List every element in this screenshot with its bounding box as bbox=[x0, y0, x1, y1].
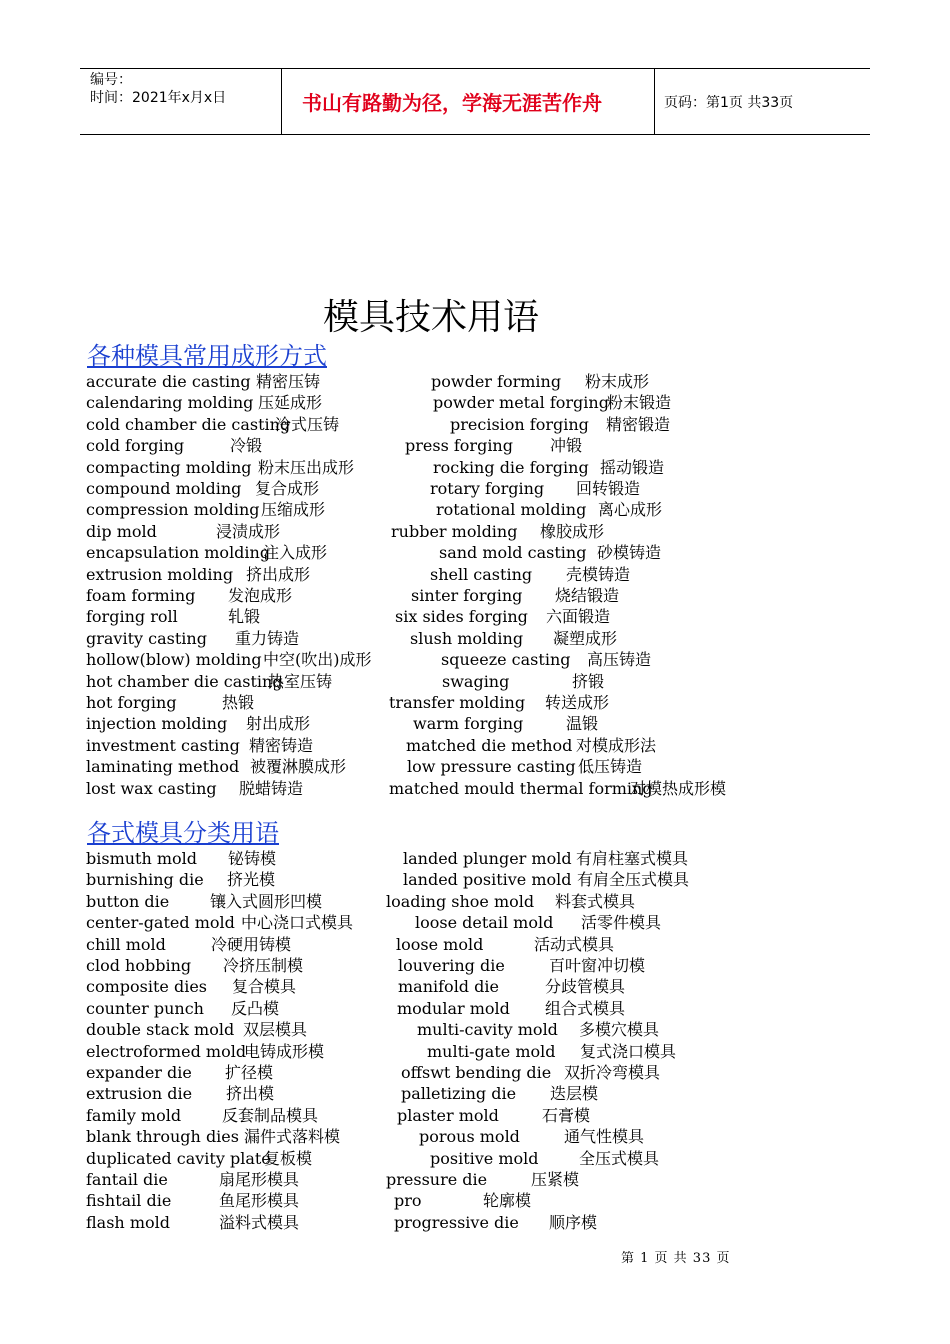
term-chinese: 烧结锻造 bbox=[555, 586, 620, 605]
term-chinese: 镶入式圆形凹模 bbox=[210, 891, 323, 911]
term-english: multi-gate mold bbox=[427, 1041, 556, 1061]
term-english: plaster mold bbox=[397, 1105, 499, 1125]
term-chinese: 迭层模 bbox=[550, 1084, 599, 1104]
term-chinese: 有肩全压式模具 bbox=[577, 870, 690, 890]
term-english: investment casting bbox=[86, 735, 240, 755]
document-time: 时间：2021年x月x日 bbox=[90, 90, 227, 106]
term-chinese: 射出成形 bbox=[246, 714, 311, 734]
term-chinese: 精密压铸 bbox=[256, 372, 321, 391]
term-english: accurate die casting bbox=[86, 372, 251, 391]
term-chinese: 低压铸造 bbox=[578, 757, 643, 777]
term-chinese: 高压铸造 bbox=[587, 650, 652, 670]
term-chinese: 冷式压铸 bbox=[275, 414, 340, 434]
term-english: extrusion die bbox=[86, 1084, 193, 1104]
term-chinese: 冲锻 bbox=[550, 436, 583, 456]
term-english: encapsulation molding bbox=[86, 543, 271, 563]
term-english: foam forming bbox=[86, 586, 196, 605]
term-chinese: 粉末压出成形 bbox=[258, 457, 355, 477]
term-english: manifold die bbox=[398, 977, 499, 997]
term-english: transfer molding bbox=[389, 693, 526, 712]
term-english: sand mold casting bbox=[439, 543, 587, 563]
term-chinese: 双折冷弯模具 bbox=[564, 1063, 661, 1082]
term-english: flash mold bbox=[86, 1212, 170, 1232]
term-chinese: 活零件模具 bbox=[581, 913, 662, 933]
term-chinese: 轧锻 bbox=[228, 607, 261, 627]
header-motto: 书山有路勤为径，学海无涯苦作舟 bbox=[281, 69, 655, 134]
term-english: low pressure casting bbox=[407, 757, 576, 777]
term-chinese: 粉末锻造 bbox=[607, 393, 672, 413]
term-english: loading shoe mold bbox=[386, 891, 535, 911]
term-chinese: 摇动锻造 bbox=[600, 457, 665, 477]
term-chinese: 组合式模具 bbox=[545, 998, 626, 1018]
term-english: offswt bending die bbox=[401, 1063, 552, 1082]
term-chinese: 顺序模 bbox=[549, 1212, 598, 1232]
term-chinese: 六面锻造 bbox=[546, 607, 611, 627]
term-chinese: 双层模具 bbox=[243, 1020, 308, 1040]
term-english: powder metal forging bbox=[433, 393, 609, 413]
document-number-label: 编号： bbox=[90, 72, 132, 88]
term-english: blank through dies bbox=[86, 1127, 239, 1147]
term-english: bismuth mold bbox=[86, 849, 198, 868]
term-english: pro bbox=[394, 1191, 422, 1211]
header-page-info: 页码：第1页 共33页 bbox=[664, 94, 794, 111]
term-english: gravity casting bbox=[86, 628, 207, 648]
term-english: extrusion molding bbox=[86, 564, 234, 584]
term-english: landed plunger mold bbox=[403, 849, 572, 868]
term-chinese: 热锻 bbox=[222, 693, 255, 712]
term-english: swaging bbox=[442, 671, 510, 691]
term-chinese: 挤光模 bbox=[227, 870, 276, 890]
term-chinese: 橡胶成形 bbox=[540, 521, 605, 541]
term-english: precision forging bbox=[450, 414, 589, 434]
term-chinese: 扇尾形模具 bbox=[219, 1170, 300, 1189]
term-english: cold forging bbox=[86, 436, 185, 456]
term-chinese: 鱼尾形模具 bbox=[219, 1191, 300, 1211]
term-chinese: 离心成形 bbox=[598, 500, 663, 520]
term-chinese: 壳模铸造 bbox=[566, 564, 631, 584]
term-chinese: 压缩成形 bbox=[261, 500, 326, 520]
term-chinese: 漏件式落料模 bbox=[244, 1127, 341, 1147]
term-english: injection molding bbox=[86, 714, 228, 734]
term-english: press forging bbox=[405, 436, 513, 456]
term-english: clod hobbing bbox=[86, 956, 192, 975]
term-english: lost wax casting bbox=[86, 778, 217, 798]
term-english: rocking die forging bbox=[433, 457, 589, 477]
term-english: duplicated cavity plate bbox=[86, 1148, 271, 1168]
term-english: hollow(blow) molding bbox=[86, 650, 262, 670]
term-english: dip mold bbox=[86, 521, 157, 541]
page-footer: 第 1 页 共 33 页 bbox=[621, 1251, 731, 1266]
term-english: loose mold bbox=[396, 934, 484, 954]
term-chinese: 对模成形法 bbox=[576, 735, 657, 755]
term-chinese: 中空(吹出)成形 bbox=[263, 650, 372, 670]
term-chinese: 冷挤压制模 bbox=[223, 956, 304, 975]
term-chinese: 重力铸造 bbox=[235, 628, 300, 648]
term-chinese: 反套制品模具 bbox=[222, 1105, 319, 1125]
term-chinese: 注入成形 bbox=[263, 543, 328, 563]
term-english: hot chamber die casting bbox=[86, 671, 283, 691]
term-chinese: 百叶窗冲切模 bbox=[549, 956, 646, 975]
term-english: porous mold bbox=[419, 1127, 520, 1147]
term-chinese: 被覆淋膜成形 bbox=[250, 757, 347, 777]
term-chinese: 挤出成形 bbox=[246, 564, 311, 584]
term-english: double stack mold bbox=[86, 1020, 235, 1040]
term-english: warm forging bbox=[413, 714, 524, 734]
term-chinese: 精密锻造 bbox=[606, 414, 671, 434]
term-chinese: 冷硬用铸模 bbox=[211, 934, 292, 954]
term-chinese: 复板模 bbox=[264, 1148, 313, 1168]
term-english: expander die bbox=[86, 1063, 192, 1082]
term-english: matched die method bbox=[406, 735, 573, 755]
term-chinese: 轮廓模 bbox=[483, 1191, 532, 1211]
term-english: squeeze casting bbox=[441, 650, 571, 670]
term-english: palletizing die bbox=[401, 1084, 517, 1104]
section-heading-forming-methods[interactable]: 各种模具常用成形方式 bbox=[87, 342, 327, 370]
term-chinese: 多模穴模具 bbox=[579, 1020, 660, 1040]
term-chinese: 热室压铸 bbox=[268, 671, 333, 691]
term-chinese: 压延成形 bbox=[258, 393, 323, 413]
term-english: sinter forging bbox=[411, 586, 523, 605]
term-chinese: 扩径模 bbox=[225, 1063, 274, 1082]
term-chinese: 挤锻 bbox=[572, 671, 605, 691]
term-chinese: 对模热成形模 bbox=[630, 778, 727, 798]
term-chinese: 发泡成形 bbox=[228, 586, 293, 605]
term-english: button die bbox=[86, 891, 170, 911]
document-title: 模具技术用语 bbox=[322, 297, 539, 338]
term-english: loose detail mold bbox=[415, 913, 554, 933]
term-english: positive mold bbox=[430, 1148, 539, 1168]
term-chinese: 有肩柱塞式模具 bbox=[576, 849, 689, 868]
term-chinese: 转送成形 bbox=[545, 693, 610, 712]
term-chinese: 凝塑成形 bbox=[553, 628, 618, 648]
term-chinese: 精密铸造 bbox=[249, 735, 314, 755]
term-english: family mold bbox=[86, 1105, 182, 1125]
term-english: hot forging bbox=[86, 693, 177, 712]
term-english: compound molding bbox=[86, 479, 242, 498]
term-chinese: 石膏模 bbox=[542, 1105, 591, 1125]
term-english: progressive die bbox=[394, 1212, 519, 1232]
term-chinese: 粉末成形 bbox=[585, 372, 650, 391]
term-english: matched mould thermal forming bbox=[389, 778, 653, 798]
term-english: louvering die bbox=[398, 956, 505, 975]
term-chinese: 压紧模 bbox=[531, 1170, 580, 1189]
term-chinese: 回转锻造 bbox=[576, 479, 641, 498]
term-english: fantail die bbox=[86, 1170, 168, 1189]
term-chinese: 活动式模具 bbox=[534, 934, 615, 954]
term-chinese: 砂模铸造 bbox=[597, 543, 662, 563]
term-english: rotational molding bbox=[436, 500, 587, 520]
term-chinese: 电铸成形模 bbox=[244, 1041, 325, 1061]
term-chinese: 通气性模具 bbox=[564, 1127, 645, 1147]
term-english: rubber molding bbox=[391, 521, 518, 541]
term-chinese: 反凸模 bbox=[231, 998, 280, 1018]
term-english: calendaring molding bbox=[86, 393, 254, 413]
term-chinese: 全压式模具 bbox=[579, 1148, 660, 1168]
term-english: powder forming bbox=[431, 372, 562, 391]
term-chinese: 分歧管模具 bbox=[545, 977, 626, 997]
term-english: fishtail die bbox=[86, 1191, 172, 1211]
term-chinese: 中心浇口式模具 bbox=[241, 913, 354, 933]
term-english: electroformed mold bbox=[86, 1041, 247, 1061]
term-chinese: 料套式模具 bbox=[555, 891, 636, 911]
term-chinese: 复合模具 bbox=[232, 977, 297, 997]
term-english: rotary forging bbox=[430, 479, 545, 498]
page-header bbox=[80, 68, 870, 135]
term-english: center-gated mold bbox=[86, 913, 235, 933]
term-chinese: 脱蜡铸造 bbox=[239, 778, 304, 798]
term-english: pressure die bbox=[386, 1170, 488, 1189]
term-chinese: 铋铸模 bbox=[228, 849, 277, 868]
term-english: shell casting bbox=[430, 564, 533, 584]
term-chinese: 溢料式模具 bbox=[219, 1212, 300, 1232]
term-english: laminating method bbox=[86, 757, 240, 777]
term-english: cold chamber die casting bbox=[86, 414, 291, 434]
term-english: composite dies bbox=[86, 977, 207, 997]
term-english: forging roll bbox=[86, 607, 178, 627]
term-chinese: 温锻 bbox=[566, 714, 599, 734]
term-english: modular mold bbox=[397, 998, 510, 1018]
term-english: multi-cavity mold bbox=[417, 1020, 558, 1040]
term-english: chill mold bbox=[86, 934, 166, 954]
term-english: landed positive mold bbox=[403, 870, 572, 890]
term-chinese: 浸渍成形 bbox=[216, 521, 281, 541]
term-chinese: 复式浇口模具 bbox=[580, 1041, 677, 1061]
section-heading-mold-classification[interactable]: 各式模具分类用语 bbox=[87, 819, 279, 847]
term-chinese: 复合成形 bbox=[255, 479, 320, 498]
term-english: compacting molding bbox=[86, 457, 252, 477]
term-english: counter punch bbox=[86, 998, 204, 1018]
term-english: six sides forging bbox=[395, 607, 528, 627]
term-chinese: 挤出模 bbox=[226, 1084, 275, 1104]
header-meta bbox=[80, 69, 281, 134]
term-english: burnishing die bbox=[86, 870, 204, 890]
term-english: compression molding bbox=[86, 500, 260, 520]
term-english: slush molding bbox=[410, 628, 524, 648]
term-chinese: 冷锻 bbox=[230, 436, 263, 456]
